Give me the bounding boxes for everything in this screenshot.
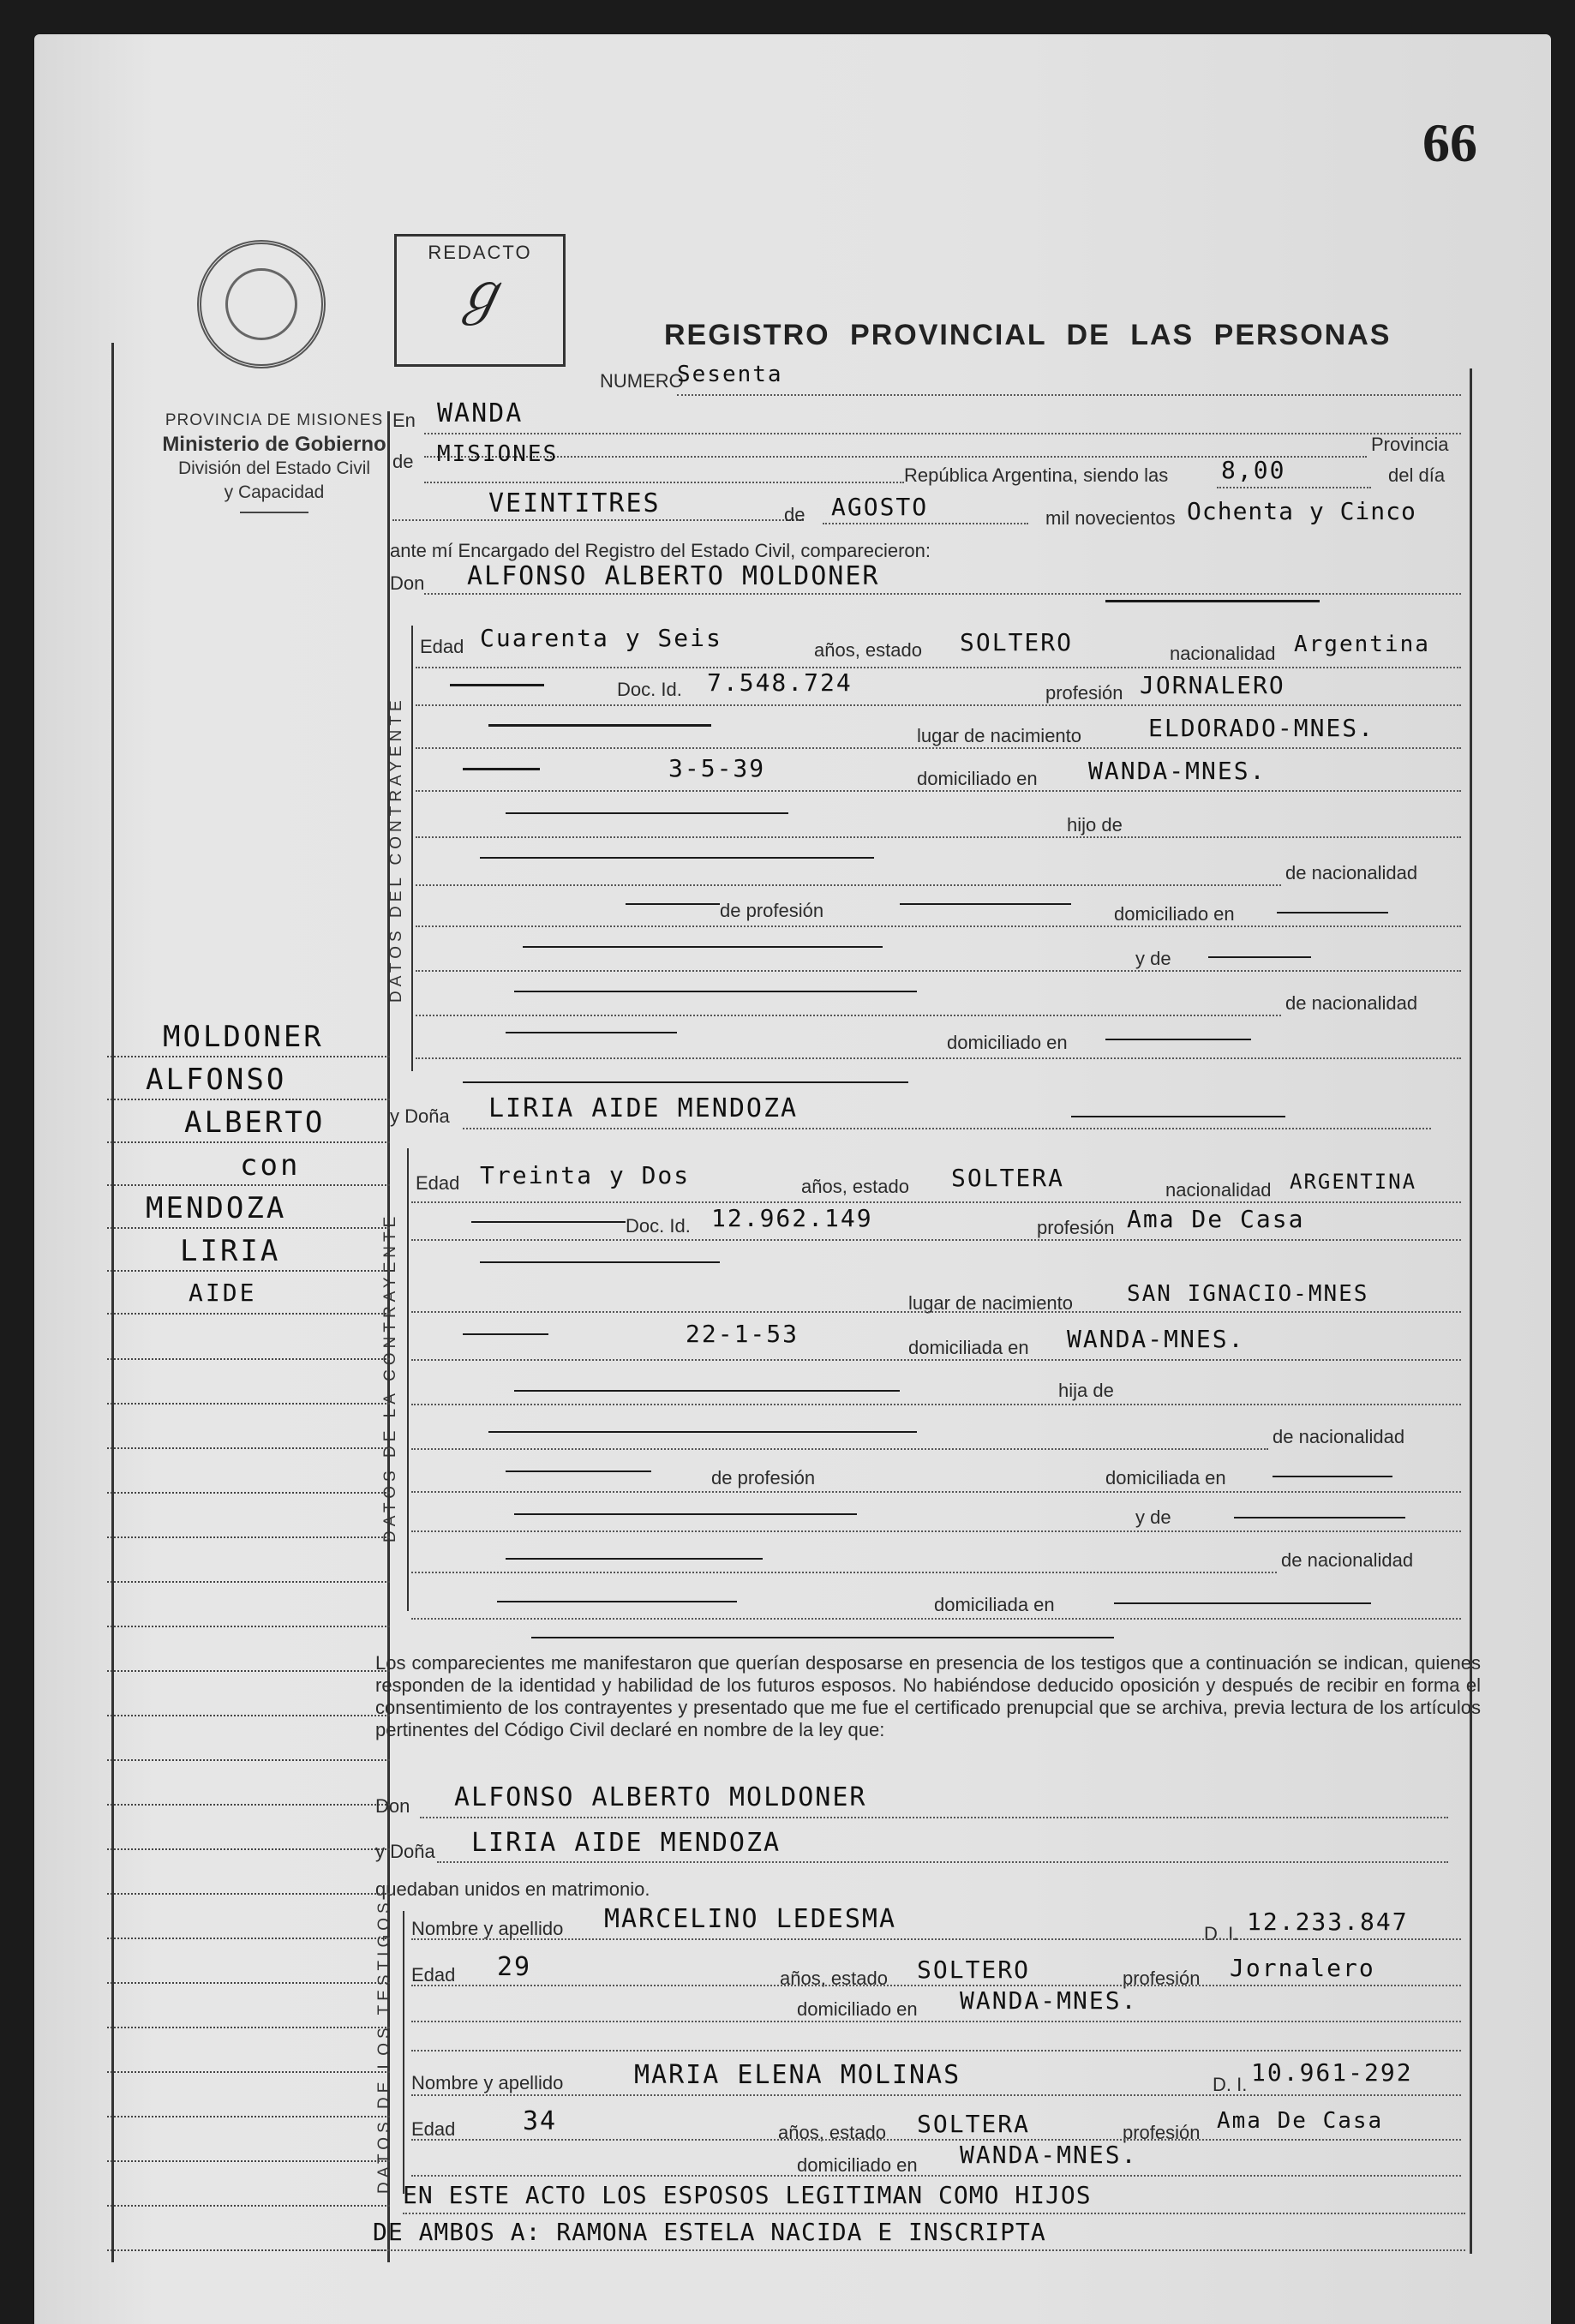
- dotted-line: [373, 2249, 1465, 2251]
- doc-value: 7.548.724: [707, 668, 853, 697]
- provincial-seal-icon: [197, 240, 326, 368]
- de-profesion2-label: de profesión: [711, 1467, 816, 1488]
- t2-anos-label: años, estado: [778, 2122, 886, 2143]
- contrayenta-rule: [407, 1148, 409, 1611]
- dona-value: LIRIA AIDE MENDOZA: [488, 1093, 799, 1123]
- nacionalidad-label: nacionalidad: [1170, 643, 1276, 664]
- page-title: REGISTRO PROVINCIAL DE LAS PERSONAS: [664, 319, 1392, 351]
- declaration-text: Los comparecientes me manifestaron que querían desposarse en presencia de los testigos que a continuación se indican, quienes responden de la identidad y habilidad de los futuros esposos. No habiéndose deducido oposición y después de recibir en forma el consentimiento de los contrayentes y presentado que me fue el certificado prenupcial que se archiva, previa lectura de los artículos pertinentes del Código Civil declaré en nombre de la ley que:: [375, 1652, 1481, 1740]
- margin-line-1: MOLDONER: [163, 1020, 324, 1054]
- anio-value: Ochenta y Cinco: [1187, 497, 1416, 525]
- nacionalidad2-label: nacionalidad: [1165, 1179, 1272, 1201]
- doc2-label: Doc. Id.: [626, 1215, 691, 1237]
- hija-label: hija de: [1058, 1380, 1114, 1401]
- de2-label: de: [784, 504, 805, 525]
- de-nacionalidad3-label: de nacionalidad: [1273, 1426, 1405, 1447]
- dotted-line: [411, 1311, 1461, 1313]
- margin-rule: [107, 1270, 390, 1272]
- domiciliado2-label: domiciliado en: [1114, 903, 1235, 925]
- nacionalidad2-value: ARGENTINA: [1290, 1170, 1417, 1194]
- dotted-line: [416, 970, 1461, 972]
- dotted-line: [411, 1572, 1277, 1573]
- dotted-line: [416, 790, 1461, 792]
- decl-don-label: Don: [375, 1795, 410, 1817]
- dotted-line: [411, 2139, 1461, 2141]
- cancel-stroke: [1277, 912, 1388, 913]
- dotted-line: [416, 747, 1461, 749]
- margin-line-5: MENDOZA: [146, 1191, 287, 1225]
- margin-rule: [107, 1492, 390, 1494]
- margin-rule: [107, 2249, 390, 2251]
- t1-edad-value: 29: [497, 1952, 532, 1982]
- note-line-2: DE AMBOS A: RAMONA ESTELA NACIDA E INSCRIPTA: [373, 2218, 1046, 2246]
- y-dona-label: y Doña: [390, 1105, 450, 1127]
- dotted-line: [411, 1618, 1461, 1620]
- domiciliada3-label: domiciliada en: [934, 1594, 1055, 1615]
- cancel-stroke: [488, 724, 711, 727]
- margin-rule: [107, 1141, 390, 1143]
- cancel-stroke: [506, 1470, 651, 1472]
- cancel-stroke: [1208, 956, 1311, 958]
- divider: [240, 512, 308, 513]
- t1-dom-value: WANDA-MNES.: [960, 1986, 1138, 2015]
- en-label: En: [392, 410, 416, 431]
- cancel-stroke: [497, 1601, 737, 1602]
- profesion2-value: Ama De Casa: [1127, 1205, 1305, 1233]
- cancel-stroke: [480, 857, 874, 859]
- mil-label: mil novecientos: [1045, 507, 1176, 529]
- margin-rule: [107, 1848, 390, 1850]
- division-name-2: y Capacidad: [224, 482, 325, 502]
- margin-rule: [107, 1313, 390, 1315]
- provincia-label: Provincia: [1371, 434, 1449, 455]
- contrayente-section-label: DATOS DEL CONTRAYENTE: [387, 696, 405, 1003]
- margin-rule: [107, 2205, 390, 2207]
- margin-rule: [107, 1447, 390, 1449]
- contrayente-rule: [411, 626, 413, 1071]
- y-de2-label: y de: [1135, 1506, 1171, 1528]
- redacto-stamp: [394, 234, 566, 367]
- dotted-line: [411, 2050, 1461, 2051]
- quedaban-text: quedaban unidos en matrimonio.: [375, 1878, 650, 1900]
- t1-anos-label: años, estado: [780, 1968, 888, 1989]
- cancel-stroke: [480, 1261, 720, 1263]
- don-label: Don: [390, 572, 425, 594]
- margin-rule: [107, 1056, 390, 1057]
- t1-nombre-value: MARCELINO LEDESMA: [604, 1904, 897, 1934]
- dotted-line: [416, 704, 1461, 706]
- dotted-line: [463, 1128, 1431, 1129]
- form-right-rule: [1470, 368, 1472, 2254]
- left-margin-rule: [111, 343, 114, 2262]
- dotted-line: [411, 1491, 1461, 1493]
- don-value: ALFONSO ALBERTO MOLDONER: [467, 561, 880, 591]
- dotted-line: [1217, 487, 1371, 488]
- cancel-stroke: [1114, 1602, 1371, 1604]
- lugar-label: lugar de nacimiento: [917, 725, 1082, 746]
- margin-rule: [107, 1184, 390, 1186]
- testigos-rule: [403, 1911, 404, 2194]
- y-de-label: y de: [1135, 948, 1171, 969]
- cancel-stroke: [506, 1032, 677, 1033]
- contrayenta-section-label: DATOS DE LA CONTRAYENTE: [381, 1212, 399, 1542]
- de-nacionalidad2-label: de nacionalidad: [1285, 992, 1418, 1014]
- dotted-line: [416, 1057, 1461, 1059]
- t1-nombre-label: Nombre y apellido: [411, 1918, 564, 1939]
- division-name: División del Estado Civil: [177, 458, 371, 478]
- estado2-value: SOLTERA: [951, 1164, 1065, 1192]
- republica-label: República Argentina, siendo las: [904, 464, 1169, 486]
- cancel-stroke: [1071, 1116, 1285, 1117]
- estado-value: SOLTERO: [960, 628, 1074, 656]
- domiciliada-label: domiciliada en: [908, 1337, 1029, 1358]
- domiciliado3-label: domiciliado en: [947, 1032, 1068, 1053]
- margin-line-6: LIRIA: [180, 1234, 281, 1268]
- lugar-value: ELDORADO-MNES.: [1148, 714, 1375, 742]
- t2-di-value: 10.961-292: [1251, 2058, 1413, 2087]
- cancel-stroke: [506, 1558, 763, 1560]
- t2-edad-value: 34: [523, 2106, 558, 2136]
- numero-label: NUMERO: [600, 370, 684, 392]
- dotted-line: [411, 1448, 1268, 1450]
- dotted-line: [823, 523, 1028, 524]
- t2-edad-label: Edad: [411, 2118, 456, 2140]
- cancel-stroke: [471, 1221, 626, 1223]
- edad-value: Cuarenta y Seis: [480, 624, 722, 652]
- dotted-line: [437, 1861, 1448, 1863]
- doc-label: Doc. Id.: [617, 679, 682, 700]
- t2-dom-label: domiciliado en: [797, 2154, 918, 2176]
- dotted-line: [416, 836, 1461, 838]
- lugar2-label: lugar de nacimiento: [908, 1292, 1074, 1314]
- dotted-line: [677, 394, 1461, 396]
- dotted-line: [392, 519, 804, 521]
- dotted-line: [416, 1015, 1281, 1016]
- ministry-name: Ministerio de Gobierno: [162, 433, 386, 456]
- t2-estado-value: SOLTERA: [917, 2110, 1031, 2138]
- dotted-line: [411, 2094, 1461, 2096]
- t1-prof-label: profesión: [1123, 1968, 1201, 1989]
- margin-rule: [107, 1804, 390, 1806]
- decl-dona-value: LIRIA AIDE MENDOZA: [471, 1828, 782, 1858]
- cancel-stroke: [450, 684, 544, 686]
- margin-line-7: AIDE: [189, 1279, 257, 1307]
- dotted-line: [424, 593, 1461, 595]
- t2-nombre-value: MARIA ELENA MOLINAS: [634, 2060, 961, 2090]
- edad-label: Edad: [420, 636, 464, 657]
- de-label: de: [392, 451, 414, 472]
- hijo-label: hijo de: [1067, 814, 1123, 836]
- cancel-stroke: [900, 903, 1071, 905]
- dotted-line: [411, 2021, 1461, 2022]
- mes-value: AGOSTO: [831, 493, 929, 521]
- margin-rule: [107, 1670, 390, 1672]
- lugar2-value: SAN IGNACIO-MNES: [1127, 1281, 1369, 1307]
- dotted-line: [411, 1201, 1461, 1203]
- register-page: [34, 34, 1551, 2324]
- margin-rule: [107, 1626, 390, 1627]
- cancel-stroke: [514, 1513, 857, 1515]
- decl-dona-label: y Doña: [375, 1841, 435, 1862]
- profesion-label: profesión: [1045, 682, 1123, 704]
- t1-dom-label: domiciliado en: [797, 1998, 918, 2020]
- margin-rule: [107, 1715, 390, 1716]
- decl-don-value: ALFONSO ALBERTO MOLDONER: [454, 1782, 867, 1812]
- dotted-line: [424, 482, 904, 483]
- margin-rule: [107, 1536, 390, 1538]
- margin-line-3: ALBERTO: [184, 1105, 326, 1140]
- domicilio-value: WANDA-MNES.: [1088, 757, 1267, 785]
- province-header: [129, 409, 420, 513]
- page-number: 66: [1422, 112, 1477, 173]
- domiciliado-label: domiciliado en: [917, 768, 1038, 789]
- anos-label: años, estado: [814, 639, 922, 661]
- t1-di-value: 12.233.847: [1247, 1908, 1409, 1936]
- doc2-value: 12.962.149: [711, 1204, 873, 1232]
- province-name: PROVINCIA DE MISIONES: [165, 411, 384, 429]
- t2-prof-label: profesión: [1123, 2122, 1201, 2143]
- cancel-stroke: [488, 1431, 917, 1433]
- cancel-stroke: [506, 812, 788, 814]
- dotted-line: [416, 667, 1461, 668]
- margin-rule: [107, 2071, 390, 2073]
- cancel-stroke: [626, 903, 720, 905]
- cancel-stroke: [1273, 1476, 1392, 1477]
- anos2-label: años, estado: [801, 1176, 909, 1197]
- numero-value: Sesenta: [677, 362, 783, 387]
- dotted-line: [416, 884, 1281, 886]
- testigos-section-label: DATOS DE LOS TESTIGOS: [375, 1898, 393, 2194]
- dotted-line: [411, 1530, 1461, 1532]
- cancel-stroke: [1105, 600, 1320, 602]
- margin-rule: [107, 1227, 390, 1229]
- dotted-line: [416, 925, 1461, 927]
- t2-prof-value: Ama De Casa: [1217, 2108, 1384, 2134]
- cancel-stroke: [514, 1390, 900, 1392]
- en-value: WANDA: [437, 398, 524, 428]
- dotted-line: [411, 1404, 1461, 1405]
- cancel-stroke: [463, 1333, 548, 1335]
- dotted-line: [411, 1239, 1461, 1241]
- stamp-initial: ℊ: [452, 262, 507, 326]
- margin-rule: [107, 1358, 390, 1360]
- cancel-stroke: [514, 991, 917, 992]
- de-value: MISIONES: [437, 441, 559, 467]
- dotted-line: [424, 433, 1461, 434]
- margin-rule: [107, 1759, 390, 1761]
- de-profesion-label: de profesión: [720, 900, 824, 921]
- hora-value: 8,00: [1221, 456, 1286, 484]
- dotted-line: [411, 1985, 1461, 1986]
- cancel-stroke: [463, 1081, 908, 1083]
- ante-label: ante mí Encargado del Registro del Estado Civil, comparecieron:: [390, 540, 931, 561]
- cancel-stroke: [463, 768, 540, 770]
- margin-rule: [107, 1099, 390, 1100]
- cancel-stroke: [531, 1637, 1114, 1638]
- edad2-value: Treinta y Dos: [480, 1161, 691, 1189]
- margin-rule: [107, 1403, 390, 1405]
- dotted-line: [403, 2213, 1465, 2214]
- domiciliada2-label: domiciliada en: [1105, 1467, 1226, 1488]
- cancel-stroke: [1105, 1039, 1251, 1040]
- margin-line-2: ALFONSO: [146, 1063, 287, 1097]
- stamp-label: REDACTO: [428, 242, 532, 263]
- margin-rule: [107, 1982, 390, 1984]
- cancel-stroke: [1234, 1517, 1405, 1518]
- edad2-label: Edad: [416, 1172, 460, 1194]
- nacionalidad-value: Argentina: [1294, 632, 1430, 657]
- t2-di-label: D. I.: [1213, 2074, 1248, 2095]
- margin-rule: [107, 1893, 390, 1895]
- profesion2-label: profesión: [1037, 1217, 1115, 1238]
- domicilio2-value: WANDA-MNES.: [1067, 1325, 1245, 1353]
- note-line-1: EN ESTE ACTO LOS ESPOSOS LEGITIMAN COMO HIJOS: [403, 2181, 1092, 2209]
- del-dia-label: del día: [1388, 464, 1446, 486]
- dotted-line: [411, 1359, 1461, 1361]
- margin-rule: [107, 2027, 390, 2028]
- fecha2-value: 22-1-53: [686, 1320, 799, 1348]
- cancel-stroke: [523, 946, 883, 948]
- fecha-value: 3-5-39: [668, 754, 766, 782]
- dotted-line: [411, 1938, 1461, 1940]
- margin-rule: [107, 1938, 390, 1939]
- dia-value: VEINTITRES: [488, 488, 661, 518]
- t1-edad-label: Edad: [411, 1964, 456, 1986]
- profesion-value: JORNALERO: [1140, 671, 1285, 699]
- margin-line-4: con: [240, 1148, 301, 1183]
- t1-estado-value: SOLTERO: [917, 1956, 1031, 1984]
- dotted-line: [420, 1817, 1448, 1818]
- de-nacionalidad4-label: de nacionalidad: [1281, 1549, 1414, 1571]
- margin-rule: [107, 1581, 390, 1583]
- de-nacionalidad-label: de nacionalidad: [1285, 862, 1418, 883]
- t2-nombre-label: Nombre y apellido: [411, 2072, 564, 2093]
- dotted-line: [411, 2175, 1461, 2177]
- t1-di-label: D. I.: [1204, 1923, 1239, 1944]
- margin-rule: [107, 2116, 390, 2117]
- t1-prof-value: Jornalero: [1230, 1954, 1375, 1982]
- t2-dom-value: WANDA-MNES.: [960, 2141, 1138, 2169]
- margin-rule: [107, 2160, 390, 2162]
